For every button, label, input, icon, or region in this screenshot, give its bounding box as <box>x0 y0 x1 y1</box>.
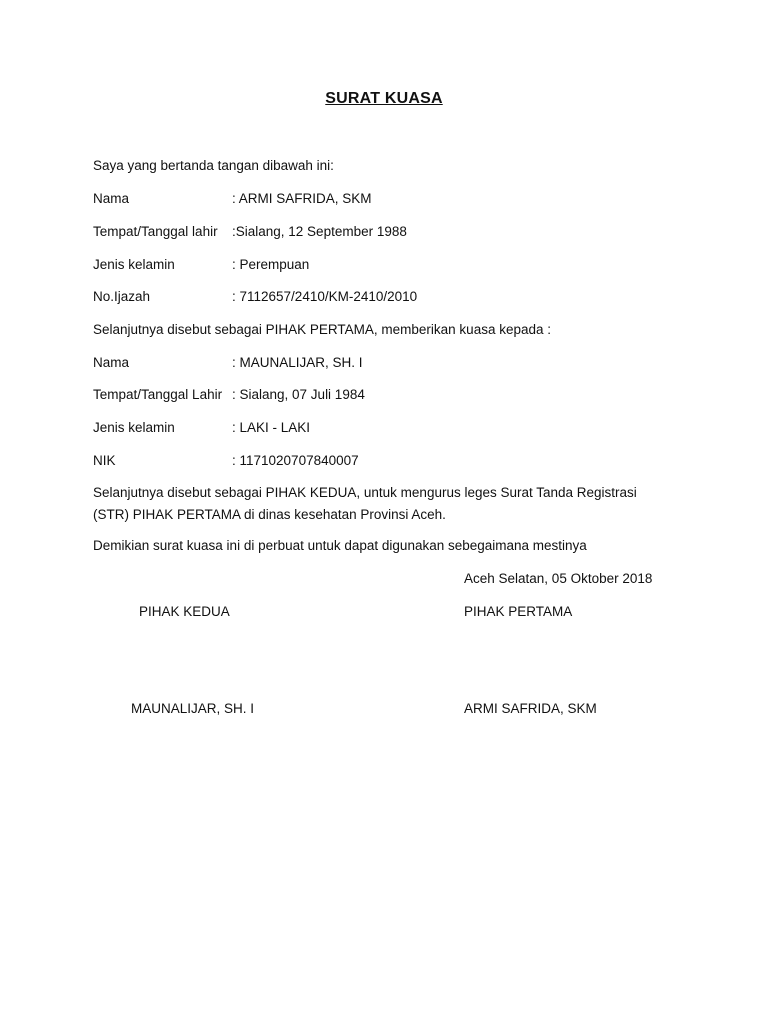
document-title: SURAT KUASA <box>325 90 443 107</box>
first-party-gender-label: Jenis kelamin <box>93 257 175 272</box>
second-party-birth-value: : Sialang, 07 Juli 1984 <box>232 387 365 402</box>
first-party-gender-value: : Perempuan <box>232 257 310 272</box>
place-date: Aceh Selatan, 05 Oktober 2018 <box>464 571 653 586</box>
signature-left-role: PIHAK KEDUA <box>139 604 230 619</box>
intro-text: Saya yang bertanda tangan dibawah ini: <box>93 158 334 173</box>
first-party-birth-value: :Sialang, 12 September 1988 <box>232 224 407 239</box>
second-party-id-label: NIK <box>93 453 116 468</box>
second-party-name-label: Nama <box>93 355 130 370</box>
first-party-id-label: No.Ijazah <box>93 289 151 304</box>
first-party-birth-label: Tempat/Tanggal lahir <box>93 224 218 239</box>
closing-text: Demikian surat kuasa ini di perbuat untuk dapat digunakan sebegaimana mestinya <box>93 538 587 553</box>
signature-right-name: ARMI SAFRIDA, SKM <box>464 701 597 716</box>
purpose-paragraph: Selanjutnya disebut sebagai PIHAK KEDUA, untuk mengurus leges Surat Tanda Registrasi (STR) PIHAK PERTAMA di dinas kesehatan Provinsi Aceh. <box>93 485 637 522</box>
second-party-gender-value: : LAKI - LAKI <box>232 420 311 435</box>
signature-left-name: MAUNALIJAR, SH. I <box>131 701 255 716</box>
signature-right-role: PIHAK PERTAMA <box>464 604 573 619</box>
second-party-name-value: : MAUNALIJAR, SH. I <box>232 355 363 370</box>
first-party-name-value: : ARMI SAFRIDA, SKM <box>232 191 372 206</box>
first-party-name-label: Nama <box>93 191 130 206</box>
second-party-gender-label: Jenis kelamin <box>93 420 175 435</box>
transition-text: Selanjutnya disebut sebagai PIHAK PERTAMA, memberikan kuasa kepada : <box>93 322 551 337</box>
first-party-id-value: : 7112657/2410/KM-2410/2010 <box>232 289 418 304</box>
second-party-birth-label: Tempat/Tanggal Lahir <box>93 387 223 402</box>
second-party-id-value: : 1171020707840007 <box>232 453 359 468</box>
